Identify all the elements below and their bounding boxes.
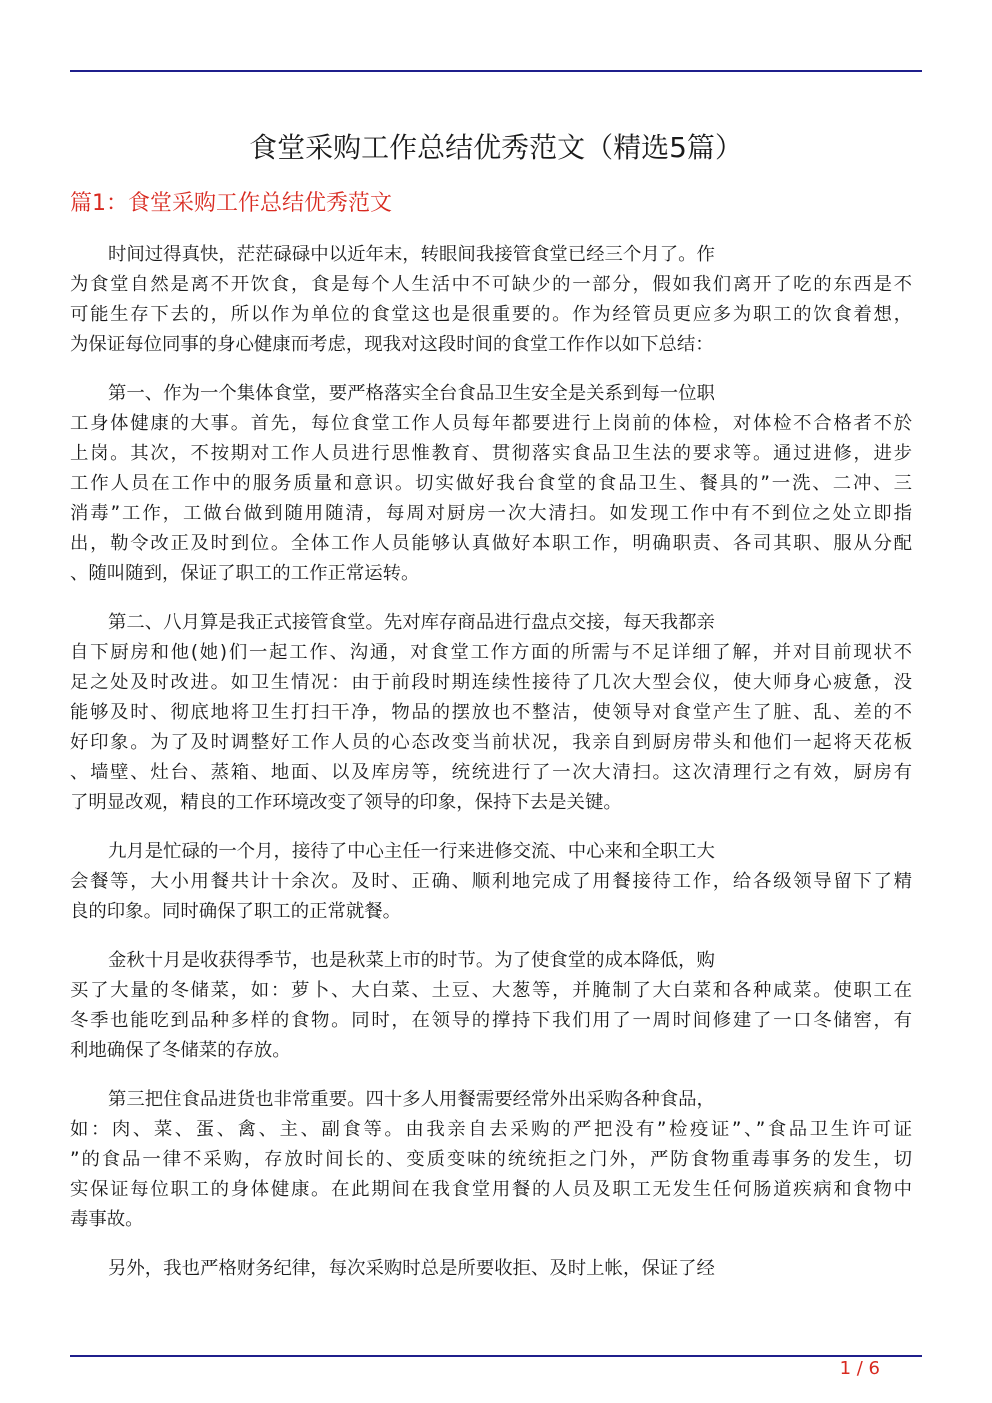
paragraph-line: 良的印象。同时确保了职工的正常就餐。 — [70, 901, 402, 922]
paragraph-line: 如：肉、菜、蛋、禽、主、副食等。由我亲自去采购的严把没有”检疫证”、”食品卫生许可证 — [70, 1119, 912, 1140]
paragraph-line: 为保证每位同事的身心健康而考虑，现我对这段时间的食堂工作作以如下总结： — [70, 334, 714, 355]
paragraph-line: 消毒”工作，工做台做到随用随清，每周对厨房一次大清扫。如发现工作中有不到位之处立即指 — [70, 503, 912, 524]
body-paragraph — [70, 837, 912, 927]
paragraph-line: ”的食品一律不采购，存放时间长的、变质变味的统统拒之门外，严防食物重毒事务的发生，切 — [70, 1149, 912, 1170]
paragraph-line: 另外，我也严格财务纪律，每次采购时总是所要收拒、及时上帐，保证了经 — [108, 1258, 715, 1279]
section-heading: 篇1：食堂采购工作总结优秀范文 — [70, 191, 392, 216]
paragraph-line: 九月是忙碌的一个月，接待了中心主任一行来进修交流、中心来和全职工大 — [108, 841, 715, 862]
body-paragraph — [70, 240, 912, 360]
paragraph-line: 为食堂自然是离不开饮食，食是每个人生活中不可缺少的一部分，假如我们离开了吃的东西是不 — [70, 274, 912, 295]
document-body — [70, 240, 912, 1303]
paragraph-line: 可能生存下去的，所以作为单位的食堂这也是很重要的。作为经管员更应多为职工的饮食着想， — [70, 304, 912, 325]
body-paragraph — [70, 1085, 912, 1235]
paragraph-line: 冬季也能吃到品种多样的食物。同时，在领导的撑持下我们用了一周时间修建了一口冬储窖，有 — [70, 1010, 912, 1031]
paragraph-line: 毒事故。 — [70, 1209, 144, 1230]
paragraph-line: 第一、作为一个集体食堂，要严格落实全台食品卫生安全是关系到每一位职 — [108, 383, 715, 404]
paragraph-line: 时间过得真快，茫茫碌碌中以近年末，转眼间我接管食堂已经三个月了。作 — [108, 244, 715, 265]
paragraph-line: 实保证每位职工的身体健康。在此期间在我食堂用餐的人员及职工无发生任何肠道疾病和食物中 — [70, 1179, 912, 1200]
header-rule — [70, 70, 922, 72]
body-paragraph — [70, 946, 912, 1066]
paragraph-line: 足之处及时改进。如卫生情况：由于前段时期连续性接待了几次大型会仪，使大师身心疲惫，没 — [70, 672, 912, 693]
body-paragraph — [70, 608, 912, 818]
footer-rule — [70, 1355, 922, 1357]
paragraph-line: 工作人员在工作中的服务质量和意识。切实做好我台食堂的食品卫生、餐具的”一洗、二冲、三 — [70, 473, 912, 494]
paragraph-line: 、随叫随到，保证了职工的工作正常运转。 — [70, 563, 420, 584]
paragraph-line: 好印象。为了及时调整好工作人员的心态改变当前状况，我亲自到厨房带头和他们一起将天花板 — [70, 732, 912, 753]
page-number: 1 / 6 — [839, 1358, 880, 1379]
paragraph-line: 买了大量的冬储菜，如：萝卜、大白菜、土豆、大葱等，并腌制了大白菜和各种咸菜。使职工在 — [70, 980, 912, 1001]
body-paragraph — [70, 379, 912, 589]
paragraph-line: 出，勒令改正及时到位。全体工作人员能够认真做好本职工作，明确职责、各司其职、服从分配 — [70, 533, 912, 554]
paragraph-line: 第二、八月算是我正式接管食堂。先对库存商品进行盘点交接，每天我都亲 — [108, 612, 715, 633]
paragraph-line: 了明显改观，精良的工作环境改变了领导的印象，保持下去是关键。 — [70, 792, 622, 813]
paragraph-line: 金秋十月是收获得季节，也是秋菜上市的时节。为了使食堂的成本降低，购 — [108, 950, 715, 971]
paragraph-line: 能够及时、彻底地将卫生打扫干净，物品的摆放也不整洁，使领导对食堂产生了脏、乱、差的不 — [70, 702, 912, 723]
body-paragraph — [70, 1254, 912, 1284]
paragraph-line: 自下厨房和他(她)们一起工作、沟通，对食堂工作方面的所需与不足详细了解，并对目前现状不 — [70, 642, 912, 663]
paragraph-line: 、墙壁、灶台、蒸箱、地面、以及库房等，统统进行了一次大清扫。这次清理行之有效，厨房有 — [70, 762, 912, 783]
paragraph-line: 第三把住食品进货也非常重要。四十多人用餐需要经常外出采购各种食品， — [108, 1089, 715, 1110]
paragraph-line: 会餐等，大小用餐共计十余次。及时、正确、顺利地完成了用餐接待工作，给各级领导留下了精 — [70, 871, 912, 892]
paragraph-line: 利地确保了冬储菜的存放。 — [70, 1040, 291, 1061]
paragraph-line: 上岗。其次，不按期对工作人员进行思惟教育、贯彻落实食品卫生法的要求等。通过进修，进步 — [70, 443, 912, 464]
document-title: 食堂采购工作总结优秀范文（精选5篇） — [249, 131, 743, 164]
paragraph-line: 工身体健康的大事。首先，每位食堂工作人员每年都要进行上岗前的体检，对体检不合格者不於 — [70, 413, 912, 434]
